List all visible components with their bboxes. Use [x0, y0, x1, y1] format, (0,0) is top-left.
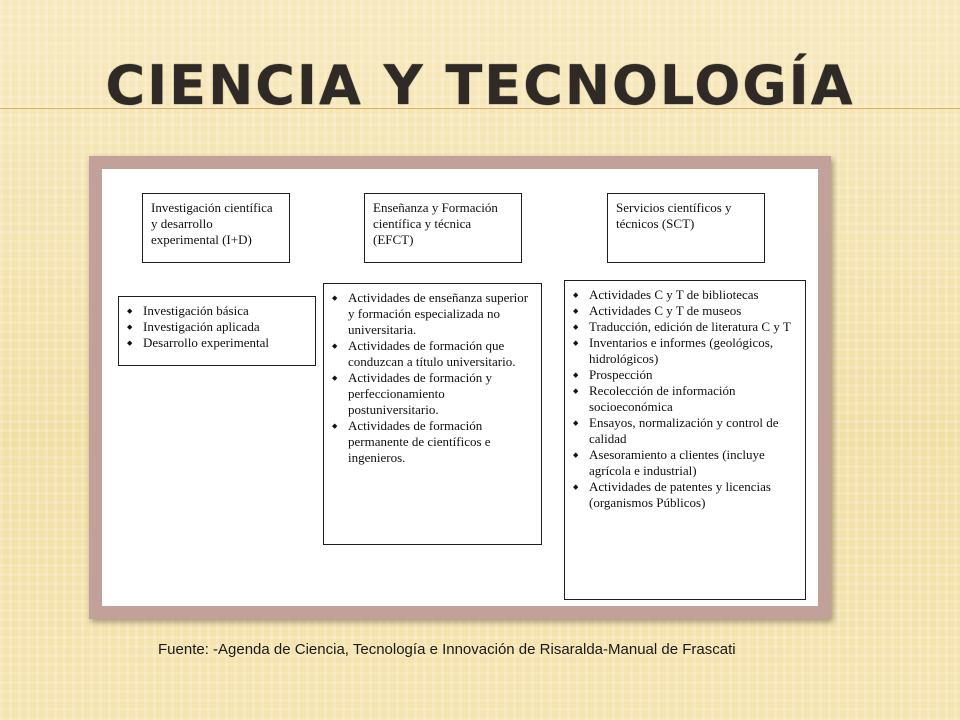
- list-item: ◆ Desarrollo experimental: [119, 335, 315, 351]
- list-item: ◆ Investigación aplicada: [119, 319, 315, 335]
- list-item: ◆ Inventarios e informes (geológicos, hidrológicos): [565, 335, 799, 367]
- list-item: ◆ Actividades C y T de museos: [565, 303, 799, 319]
- list-item: ◆ Actividades C y T de bibliotecas: [565, 287, 799, 303]
- list-item: ◆ Asesoramiento a clientes (incluye agrícola e industrial): [565, 447, 799, 479]
- list-item: ◆ Traducción, edición de literatura C y T: [565, 319, 799, 335]
- slide-title: CIENCIA Y TECNOLOGÍA: [105, 54, 855, 117]
- items-list-id: [119, 303, 315, 351]
- list-item: ◆ Actividades de patentes y licencias (organismos Públicos): [565, 479, 799, 511]
- header-text-efct: Enseñanza y Formación científica y técnica (EFCT): [373, 200, 498, 247]
- list-item: ◆ Actividades de formación y perfeccionamiento postuniversitario.: [324, 370, 535, 418]
- list-item: ◆ Actividades de formación que conduzcan a título universitario.: [324, 338, 535, 370]
- header-box-efct: [364, 193, 522, 263]
- items-list-efct: [324, 290, 535, 466]
- header-box-sct: [607, 193, 765, 263]
- list-item: ◆ Actividades de formación permanente de científicos e ingenieros.: [324, 418, 535, 466]
- items-box-sct: [564, 280, 806, 600]
- diagram-frame: [89, 156, 831, 619]
- list-item: ◆ Prospección: [565, 367, 799, 383]
- list-item: ◆ Investigación básica: [119, 303, 315, 319]
- items-box-efct: [323, 283, 542, 545]
- list-item: ◆ Recolección de información socioeconómica: [565, 383, 799, 415]
- list-item: ◆ Actividades de enseñanza superior y formación especializada no universitaria.: [324, 290, 535, 338]
- header-text-sct: Servicios científicos y técnicos (SCT): [616, 200, 732, 231]
- header-text-id: Investigación científica y desarrollo experimental (I+D): [151, 200, 273, 247]
- items-list-sct: [565, 287, 799, 511]
- header-box-id: [142, 193, 290, 263]
- source-caption: Fuente: -Agenda de Ciencia, Tecnología e Innovación de Risaralda-Manual de Frascati: [158, 641, 736, 658]
- items-box-id: [118, 296, 316, 366]
- list-item: ◆ Ensayos, normalización y control de calidad: [565, 415, 799, 447]
- diagram-panel: [102, 169, 818, 606]
